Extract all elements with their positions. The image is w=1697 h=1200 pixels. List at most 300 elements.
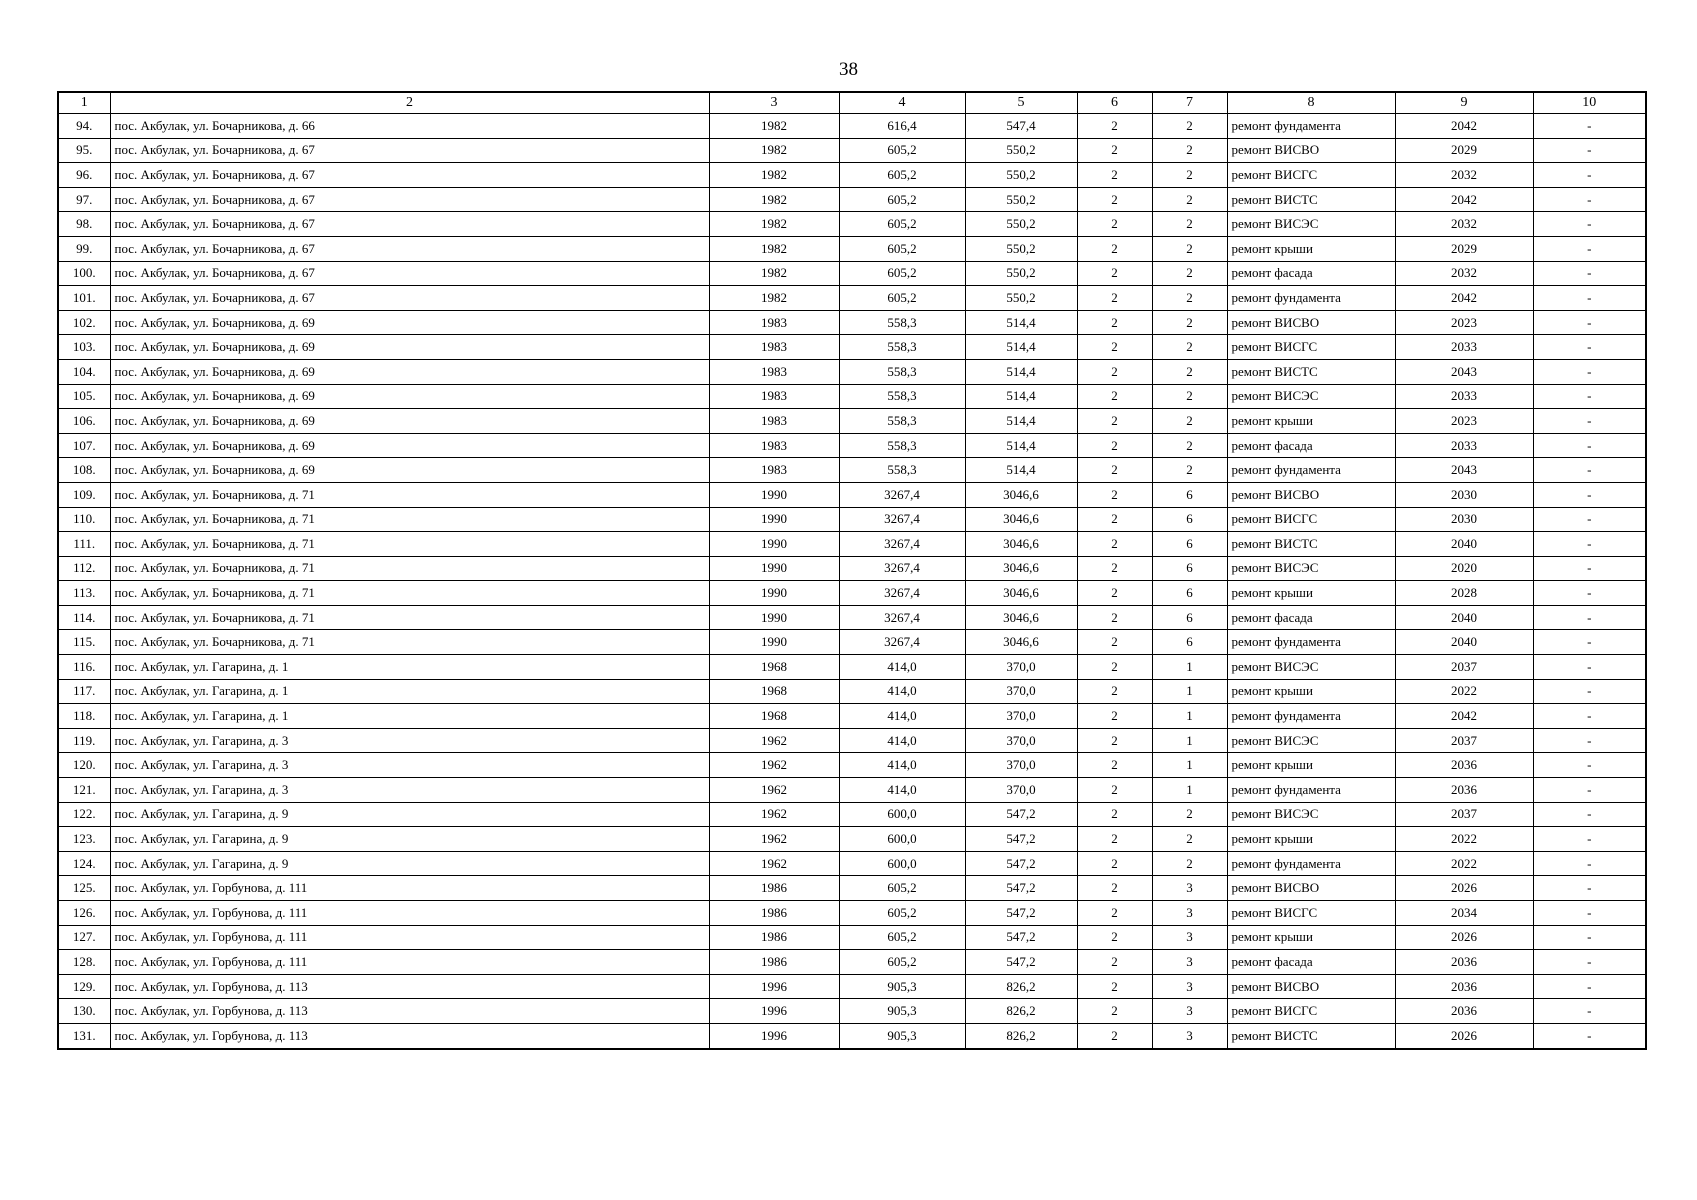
table-row	[58, 679, 1646, 704]
cell-address: пос. Акбулак, ул. Горбунова, д. 111	[110, 901, 709, 926]
cell-row-number: 101.	[58, 286, 110, 311]
cell-entrances: 2	[1077, 827, 1152, 852]
cell-living-area: 514,4	[965, 359, 1077, 384]
cell-living-area: 370,0	[965, 728, 1077, 753]
table-row	[58, 482, 1646, 507]
cell-note: -	[1533, 1023, 1646, 1048]
cell-total-area: 905,3	[839, 974, 965, 999]
cell-note: -	[1533, 384, 1646, 409]
cell-floors: 2	[1152, 802, 1227, 827]
cell-work-type: ремонт ВИСЭС	[1227, 384, 1395, 409]
cell-address: пос. Акбулак, ул. Бочарникова, д. 71	[110, 630, 709, 655]
column-header: 6	[1077, 92, 1152, 114]
cell-work-type: ремонт ВИСГС	[1227, 999, 1395, 1024]
cell-floors: 2	[1152, 286, 1227, 311]
cell-row-number: 115.	[58, 630, 110, 655]
cell-year-built: 1982	[709, 187, 839, 212]
column-header: 3	[709, 92, 839, 114]
cell-address: пос. Акбулак, ул. Бочарникова, д. 71	[110, 482, 709, 507]
cell-work-type: ремонт фундамента	[1227, 458, 1395, 483]
cell-planned-year: 2043	[1395, 359, 1533, 384]
cell-entrances: 2	[1077, 335, 1152, 360]
cell-note: -	[1533, 974, 1646, 999]
cell-floors: 2	[1152, 138, 1227, 163]
cell-planned-year: 2033	[1395, 433, 1533, 458]
cell-work-type: ремонт фундамента	[1227, 851, 1395, 876]
cell-address: пос. Акбулак, ул. Бочарникова, д. 69	[110, 359, 709, 384]
cell-floors: 6	[1152, 507, 1227, 532]
cell-work-type: ремонт ВИСГС	[1227, 163, 1395, 188]
cell-address: пос. Акбулак, ул. Гагарина, д. 3	[110, 778, 709, 803]
cell-planned-year: 2022	[1395, 827, 1533, 852]
cell-entrances: 2	[1077, 950, 1152, 975]
cell-row-number: 129.	[58, 974, 110, 999]
cell-work-type: ремонт ВИСГС	[1227, 507, 1395, 532]
cell-total-area: 605,2	[839, 236, 965, 261]
cell-total-area: 616,4	[839, 114, 965, 139]
cell-entrances: 2	[1077, 138, 1152, 163]
cell-planned-year: 2020	[1395, 556, 1533, 581]
cell-row-number: 110.	[58, 507, 110, 532]
cell-planned-year: 2026	[1395, 1023, 1533, 1048]
cell-year-built: 1982	[709, 212, 839, 237]
cell-entrances: 2	[1077, 163, 1152, 188]
cell-total-area: 3267,4	[839, 581, 965, 606]
cell-living-area: 514,4	[965, 409, 1077, 434]
cell-year-built: 1996	[709, 1023, 839, 1048]
cell-entrances: 2	[1077, 753, 1152, 778]
cell-work-type: ремонт крыши	[1227, 236, 1395, 261]
cell-year-built: 1990	[709, 630, 839, 655]
cell-year-built: 1982	[709, 236, 839, 261]
cell-year-built: 1990	[709, 507, 839, 532]
cell-address: пос. Акбулак, ул. Бочарникова, д. 67	[110, 212, 709, 237]
cell-living-area: 370,0	[965, 778, 1077, 803]
cell-planned-year: 2026	[1395, 925, 1533, 950]
cell-note: -	[1533, 630, 1646, 655]
cell-row-number: 125.	[58, 876, 110, 901]
cell-note: -	[1533, 901, 1646, 926]
cell-address: пос. Акбулак, ул. Бочарникова, д. 69	[110, 458, 709, 483]
cell-address: пос. Акбулак, ул. Гагарина, д. 1	[110, 679, 709, 704]
cell-entrances: 2	[1077, 433, 1152, 458]
cell-year-built: 1986	[709, 901, 839, 926]
cell-planned-year: 2037	[1395, 655, 1533, 680]
column-header: 1	[58, 92, 110, 114]
cell-note: -	[1533, 187, 1646, 212]
cell-living-area: 3046,6	[965, 532, 1077, 557]
table-row	[58, 212, 1646, 237]
column-header: 9	[1395, 92, 1533, 114]
cell-living-area: 550,2	[965, 163, 1077, 188]
cell-total-area: 3267,4	[839, 556, 965, 581]
table-row	[58, 950, 1646, 975]
cell-year-built: 1983	[709, 458, 839, 483]
cell-floors: 2	[1152, 335, 1227, 360]
cell-entrances: 2	[1077, 359, 1152, 384]
cell-work-type: ремонт фундамента	[1227, 114, 1395, 139]
cell-planned-year: 2022	[1395, 851, 1533, 876]
cell-living-area: 3046,6	[965, 482, 1077, 507]
cell-living-area: 514,4	[965, 433, 1077, 458]
cell-total-area: 3267,4	[839, 507, 965, 532]
cell-year-built: 1996	[709, 999, 839, 1024]
cell-row-number: 121.	[58, 778, 110, 803]
cell-note: -	[1533, 138, 1646, 163]
cell-address: пос. Акбулак, ул. Горбунова, д. 111	[110, 925, 709, 950]
cell-total-area: 600,0	[839, 802, 965, 827]
cell-entrances: 2	[1077, 458, 1152, 483]
cell-year-built: 1983	[709, 433, 839, 458]
cell-address: пос. Акбулак, ул. Гагарина, д. 1	[110, 704, 709, 729]
cell-work-type: ремонт ВИСТС	[1227, 187, 1395, 212]
cell-work-type: ремонт крыши	[1227, 581, 1395, 606]
cell-address: пос. Акбулак, ул. Гагарина, д. 9	[110, 827, 709, 852]
cell-work-type: ремонт ВИСЭС	[1227, 728, 1395, 753]
cell-year-built: 1983	[709, 409, 839, 434]
cell-total-area: 3267,4	[839, 482, 965, 507]
cell-note: -	[1533, 851, 1646, 876]
cell-address: пос. Акбулак, ул. Гагарина, д. 1	[110, 655, 709, 680]
cell-entrances: 2	[1077, 236, 1152, 261]
table-row	[58, 851, 1646, 876]
cell-note: -	[1533, 507, 1646, 532]
cell-note: -	[1533, 999, 1646, 1024]
table-row	[58, 605, 1646, 630]
cell-living-area: 514,4	[965, 384, 1077, 409]
cell-address: пос. Акбулак, ул. Бочарникова, д. 67	[110, 286, 709, 311]
cell-note: -	[1533, 532, 1646, 557]
cell-total-area: 600,0	[839, 827, 965, 852]
table-row	[58, 507, 1646, 532]
cell-total-area: 600,0	[839, 851, 965, 876]
cell-work-type: ремонт фасада	[1227, 605, 1395, 630]
cell-year-built: 1983	[709, 310, 839, 335]
cell-year-built: 1986	[709, 876, 839, 901]
cell-entrances: 2	[1077, 876, 1152, 901]
cell-total-area: 605,2	[839, 876, 965, 901]
table-row	[58, 753, 1646, 778]
column-header: 2	[110, 92, 709, 114]
cell-total-area: 558,3	[839, 384, 965, 409]
cell-floors: 2	[1152, 384, 1227, 409]
cell-note: -	[1533, 655, 1646, 680]
cell-row-number: 130.	[58, 999, 110, 1024]
cell-work-type: ремонт фундамента	[1227, 630, 1395, 655]
cell-floors: 1	[1152, 778, 1227, 803]
cell-row-number: 120.	[58, 753, 110, 778]
cell-entrances: 2	[1077, 310, 1152, 335]
cell-entrances: 2	[1077, 581, 1152, 606]
cell-total-area: 605,2	[839, 163, 965, 188]
cell-entrances: 2	[1077, 409, 1152, 434]
cell-floors: 3	[1152, 999, 1227, 1024]
cell-year-built: 1962	[709, 802, 839, 827]
table-row	[58, 581, 1646, 606]
cell-living-area: 3046,6	[965, 556, 1077, 581]
cell-living-area: 514,4	[965, 310, 1077, 335]
cell-year-built: 1983	[709, 384, 839, 409]
cell-planned-year: 2023	[1395, 310, 1533, 335]
cell-total-area: 605,2	[839, 138, 965, 163]
cell-entrances: 2	[1077, 974, 1152, 999]
cell-note: -	[1533, 556, 1646, 581]
column-header: 8	[1227, 92, 1395, 114]
cell-row-number: 119.	[58, 728, 110, 753]
table-row	[58, 433, 1646, 458]
table-row	[58, 778, 1646, 803]
cell-living-area: 370,0	[965, 753, 1077, 778]
cell-row-number: 95.	[58, 138, 110, 163]
cell-note: -	[1533, 704, 1646, 729]
cell-work-type: ремонт ВИСГС	[1227, 901, 1395, 926]
cell-floors: 2	[1152, 458, 1227, 483]
cell-living-area: 826,2	[965, 999, 1077, 1024]
cell-row-number: 100.	[58, 261, 110, 286]
cell-entrances: 2	[1077, 679, 1152, 704]
cell-work-type: ремонт ВИСЭС	[1227, 212, 1395, 237]
cell-floors: 6	[1152, 581, 1227, 606]
cell-living-area: 550,2	[965, 261, 1077, 286]
cell-year-built: 1990	[709, 605, 839, 630]
cell-planned-year: 2022	[1395, 679, 1533, 704]
cell-living-area: 826,2	[965, 974, 1077, 999]
cell-floors: 3	[1152, 974, 1227, 999]
cell-entrances: 2	[1077, 999, 1152, 1024]
table-row	[58, 999, 1646, 1024]
cell-address: пос. Акбулак, ул. Бочарникова, д. 69	[110, 335, 709, 360]
cell-row-number: 108.	[58, 458, 110, 483]
cell-note: -	[1533, 679, 1646, 704]
cell-address: пос. Акбулак, ул. Горбунова, д. 111	[110, 876, 709, 901]
cell-address: пос. Акбулак, ул. Бочарникова, д. 67	[110, 138, 709, 163]
cell-total-area: 414,0	[839, 753, 965, 778]
cell-living-area: 514,4	[965, 335, 1077, 360]
cell-year-built: 1962	[709, 753, 839, 778]
cell-year-built: 1983	[709, 335, 839, 360]
cell-entrances: 2	[1077, 114, 1152, 139]
cell-row-number: 123.	[58, 827, 110, 852]
cell-row-number: 116.	[58, 655, 110, 680]
cell-living-area: 514,4	[965, 458, 1077, 483]
cell-note: -	[1533, 581, 1646, 606]
cell-planned-year: 2032	[1395, 261, 1533, 286]
cell-living-area: 547,2	[965, 851, 1077, 876]
cell-work-type: ремонт ВИСВО	[1227, 876, 1395, 901]
cell-floors: 2	[1152, 187, 1227, 212]
cell-year-built: 1990	[709, 556, 839, 581]
column-header: 5	[965, 92, 1077, 114]
cell-floors: 6	[1152, 605, 1227, 630]
cell-total-area: 605,2	[839, 901, 965, 926]
cell-entrances: 2	[1077, 802, 1152, 827]
table-row	[58, 728, 1646, 753]
cell-note: -	[1533, 753, 1646, 778]
cell-planned-year: 2034	[1395, 901, 1533, 926]
cell-year-built: 1962	[709, 728, 839, 753]
cell-year-built: 1982	[709, 138, 839, 163]
cell-work-type: ремонт фасада	[1227, 261, 1395, 286]
column-header: 7	[1152, 92, 1227, 114]
cell-year-built: 1982	[709, 261, 839, 286]
cell-planned-year: 2030	[1395, 482, 1533, 507]
cell-row-number: 109.	[58, 482, 110, 507]
cell-planned-year: 2040	[1395, 532, 1533, 557]
cell-entrances: 2	[1077, 728, 1152, 753]
cell-planned-year: 2032	[1395, 212, 1533, 237]
cell-living-area: 547,2	[965, 925, 1077, 950]
cell-floors: 2	[1152, 409, 1227, 434]
cell-row-number: 106.	[58, 409, 110, 434]
cell-planned-year: 2033	[1395, 335, 1533, 360]
cell-entrances: 2	[1077, 286, 1152, 311]
cell-note: -	[1533, 802, 1646, 827]
cell-year-built: 1996	[709, 974, 839, 999]
cell-total-area: 558,3	[839, 458, 965, 483]
cell-address: пос. Акбулак, ул. Бочарникова, д. 71	[110, 532, 709, 557]
cell-address: пос. Акбулак, ул. Гагарина, д. 3	[110, 753, 709, 778]
cell-living-area: 547,2	[965, 802, 1077, 827]
cell-living-area: 3046,6	[965, 630, 1077, 655]
cell-floors: 6	[1152, 532, 1227, 557]
cell-address: пос. Акбулак, ул. Гагарина, д. 9	[110, 851, 709, 876]
cell-note: -	[1533, 950, 1646, 975]
cell-floors: 1	[1152, 679, 1227, 704]
table-row	[58, 384, 1646, 409]
cell-planned-year: 2037	[1395, 728, 1533, 753]
table-row	[58, 335, 1646, 360]
cell-address: пос. Акбулак, ул. Горбунова, д. 113	[110, 999, 709, 1024]
cell-work-type: ремонт ВИСЭС	[1227, 556, 1395, 581]
cell-entrances: 2	[1077, 187, 1152, 212]
cell-living-area: 550,2	[965, 138, 1077, 163]
cell-year-built: 1968	[709, 679, 839, 704]
cell-address: пос. Акбулак, ул. Бочарникова, д. 69	[110, 310, 709, 335]
cell-work-type: ремонт ВИСЭС	[1227, 655, 1395, 680]
cell-entrances: 2	[1077, 704, 1152, 729]
cell-entrances: 2	[1077, 532, 1152, 557]
cell-address: пос. Акбулак, ул. Бочарникова, д. 69	[110, 433, 709, 458]
table-row	[58, 704, 1646, 729]
cell-total-area: 605,2	[839, 950, 965, 975]
table-body	[58, 114, 1646, 1049]
cell-entrances: 2	[1077, 925, 1152, 950]
cell-entrances: 2	[1077, 655, 1152, 680]
cell-entrances: 2	[1077, 851, 1152, 876]
cell-year-built: 1990	[709, 581, 839, 606]
cell-year-built: 1968	[709, 655, 839, 680]
cell-row-number: 99.	[58, 236, 110, 261]
cell-entrances: 2	[1077, 482, 1152, 507]
cell-work-type: ремонт крыши	[1227, 409, 1395, 434]
table-row	[58, 310, 1646, 335]
cell-note: -	[1533, 482, 1646, 507]
cell-floors: 1	[1152, 655, 1227, 680]
cell-work-type: ремонт ВИСТС	[1227, 1023, 1395, 1048]
table-row	[58, 163, 1646, 188]
cell-address: пос. Акбулак, ул. Горбунова, д. 113	[110, 974, 709, 999]
table-row	[58, 556, 1646, 581]
table-row	[58, 876, 1646, 901]
cell-row-number: 127.	[58, 925, 110, 950]
cell-work-type: ремонт ВИСВО	[1227, 482, 1395, 507]
cell-floors: 2	[1152, 212, 1227, 237]
cell-note: -	[1533, 925, 1646, 950]
cell-planned-year: 2036	[1395, 778, 1533, 803]
cell-floors: 6	[1152, 556, 1227, 581]
cell-entrances: 2	[1077, 384, 1152, 409]
cell-floors: 2	[1152, 114, 1227, 139]
cell-row-number: 105.	[58, 384, 110, 409]
cell-living-area: 370,0	[965, 704, 1077, 729]
cell-note: -	[1533, 212, 1646, 237]
table-row	[58, 261, 1646, 286]
cell-total-area: 558,3	[839, 409, 965, 434]
cell-row-number: 103.	[58, 335, 110, 360]
cell-address: пос. Акбулак, ул. Бочарникова, д. 67	[110, 187, 709, 212]
cell-floors: 2	[1152, 310, 1227, 335]
cell-note: -	[1533, 359, 1646, 384]
cell-floors: 3	[1152, 901, 1227, 926]
cell-work-type: ремонт ВИСТС	[1227, 359, 1395, 384]
table-row	[58, 286, 1646, 311]
cell-total-area: 414,0	[839, 704, 965, 729]
cell-work-type: ремонт крыши	[1227, 925, 1395, 950]
cell-total-area: 558,3	[839, 335, 965, 360]
cell-planned-year: 2037	[1395, 802, 1533, 827]
cell-planned-year: 2036	[1395, 950, 1533, 975]
cell-living-area: 547,4	[965, 114, 1077, 139]
cell-living-area: 547,2	[965, 901, 1077, 926]
cell-planned-year: 2042	[1395, 286, 1533, 311]
table-row	[58, 236, 1646, 261]
cell-living-area: 547,2	[965, 876, 1077, 901]
cell-living-area: 3046,6	[965, 605, 1077, 630]
cell-address: пос. Акбулак, ул. Бочарникова, д. 71	[110, 581, 709, 606]
column-header: 4	[839, 92, 965, 114]
table-row	[58, 187, 1646, 212]
cell-living-area: 547,2	[965, 827, 1077, 852]
cell-total-area: 605,2	[839, 925, 965, 950]
table-row	[58, 630, 1646, 655]
cell-row-number: 111.	[58, 532, 110, 557]
cell-entrances: 2	[1077, 630, 1152, 655]
table-row	[58, 359, 1646, 384]
table-row	[58, 114, 1646, 139]
cell-living-area: 826,2	[965, 1023, 1077, 1048]
cell-total-area: 905,3	[839, 999, 965, 1024]
cell-work-type: ремонт ВИСВО	[1227, 138, 1395, 163]
cell-planned-year: 2028	[1395, 581, 1533, 606]
page-number: 38	[839, 59, 858, 80]
cell-address: пос. Акбулак, ул. Бочарникова, д. 67	[110, 236, 709, 261]
cell-note: -	[1533, 236, 1646, 261]
cell-row-number: 131.	[58, 1023, 110, 1048]
cell-planned-year: 2036	[1395, 974, 1533, 999]
cell-planned-year: 2029	[1395, 138, 1533, 163]
cell-note: -	[1533, 409, 1646, 434]
cell-year-built: 1962	[709, 778, 839, 803]
cell-floors: 1	[1152, 704, 1227, 729]
cell-living-area: 370,0	[965, 679, 1077, 704]
cell-floors: 2	[1152, 827, 1227, 852]
cell-total-area: 414,0	[839, 679, 965, 704]
table-row	[58, 409, 1646, 434]
cell-total-area: 558,3	[839, 433, 965, 458]
cell-note: -	[1533, 114, 1646, 139]
cell-address: пос. Акбулак, ул. Горбунова, д. 113	[110, 1023, 709, 1048]
cell-year-built: 1986	[709, 925, 839, 950]
